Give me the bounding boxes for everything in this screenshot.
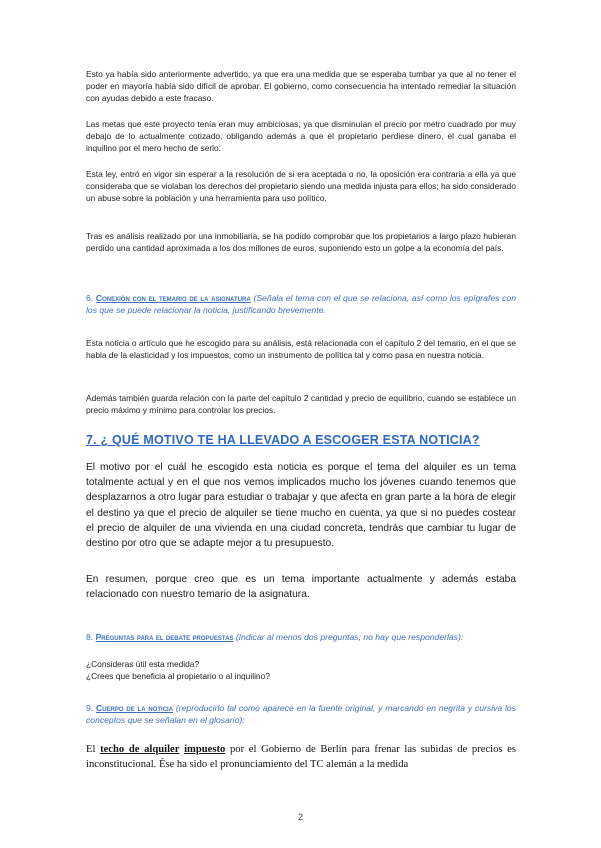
section-9-heading [86,702,516,726]
section-6-paragraph-1: Esta noticia o artículo que he escogido para su análisis, está relacionada con el capítulo 2 del temario, en el que se habla de la elasticidad y los impuestos, como un instrumento de política tal y como pasa en nuestra noticia. [86,338,516,360]
section-7-paragraph-2: En resumen, porque creo que es un tema importante actualmente y además estaba relacionado con nuestro temario de la asignatura. [86,574,516,601]
glossary-term-tax: impuesto [184,744,226,755]
section-9-instruction: (reproducirlo tal como aparece en la fuente original, y marcando en negrita y cursiva los conceptos que se señalan en el glosario): [86,703,517,725]
news-body-rest: por el Gobierno de Berlín para frenar las subidas de precios es inconstitucional. Ése ha sido el pronunciamiento del TC alemán a la medida [86,744,516,770]
section-6-instruction: (Señala el tema con el que se relaciona, así como los epígrafes con los que se puede relacionar la noticia, justificando brevemente. [86,293,516,315]
section-6-number: 6. [86,293,94,303]
section-8-heading [86,631,516,643]
section-7-heading: 7. ¿ QUÉ MOTIVO TE HA LLEVADO A ESCOGER ESTA NOTICIA? [86,433,480,447]
section-8-instruction: (Indicar al menos dos preguntas; no hay que responderlas): [235,632,464,642]
glossary-term-rent-cap: techo de alquiler [100,744,180,755]
page-number: 2 [297,812,303,822]
paragraph-4: Tras es análisis realizado por una inmobiliaria, se ha podido comprobar que los propietarios a largo plazo hubieran perdido una cantidad aproximada a los dos millones de euros, suponiendo esto un golpe a la economía del país. [86,231,516,253]
section-8-title: Preguntas para el debate propuestas [95,632,234,642]
news-body-paragraph [86,742,516,772]
paragraph-3: Esta ley, entró en vigor sin esperar a la resolución de si era aceptada o no, la oposición era contraria a ella ya que consideraba que se violaban los derechos del propietario siendo una medida injusta para ellos; ha sido considerado un abuse sobre la población y una herramienta para uso político. [86,169,516,203]
question-2: ¿Crees que beneficia al propietario o al inquilino? [86,671,270,681]
news-body-start: El [86,744,101,755]
question-1: ¿Consideras útil esta medida? [86,659,200,669]
paragraph-1: Esto ya había sido anteriormente advertido, ya que era una medida que se esperaba tumbar ya que al no tener el poder en mayoría había sido difícil de aprobar. El gobierno, como consecuencia ha intentado remediar la situación con ayudas debido a este fracaso. [86,69,516,103]
section-9-title: Cuerpo de la noticia [96,703,174,713]
section-6-paragraph-2: Además también guarda relación con la parte del capítulo 2 cantidad y precio de equilibrio, cuando se establece un precio máximo y mínimo para controlar los precios. [86,393,516,415]
section-6-title: Conexión con el temario de la asignatura [95,293,251,303]
section-8-number: 8. [86,632,94,642]
section-6-heading [86,292,516,316]
section-8-questions [86,658,516,682]
section-9-number: 9. [86,703,94,713]
section-7-paragraph-1: El motivo por el cuál he escogido esta noticia es porque el tema del alquiler es un tema totalmente actual y en el que nos vemos implicados mucho los jóvenes cuando tenemos que desplazarnos a otro lugar para estudiar o trabajar y que afecta en gran parte a la hora de elegir el destino ya que el precio de alquiler se tiene mucho en cuenta, ya que si no puedes costear el precio de alquiler de una vivienda en una ciudad concreta, tendrás que cambiar tu lugar de destino por otro que se adapte mejor a tu presupuesto. [86,462,516,550]
paragraph-2: Las metas que este proyecto tenía eran muy ambiciosas, ya que disminuían el precio por metro cuadrado por muy debajo de lo actualmente cotizado, obligando además a que el propietario perdiese dinero, el cual ganaba el inquilino por el mero hecho de serlo. [86,119,516,153]
